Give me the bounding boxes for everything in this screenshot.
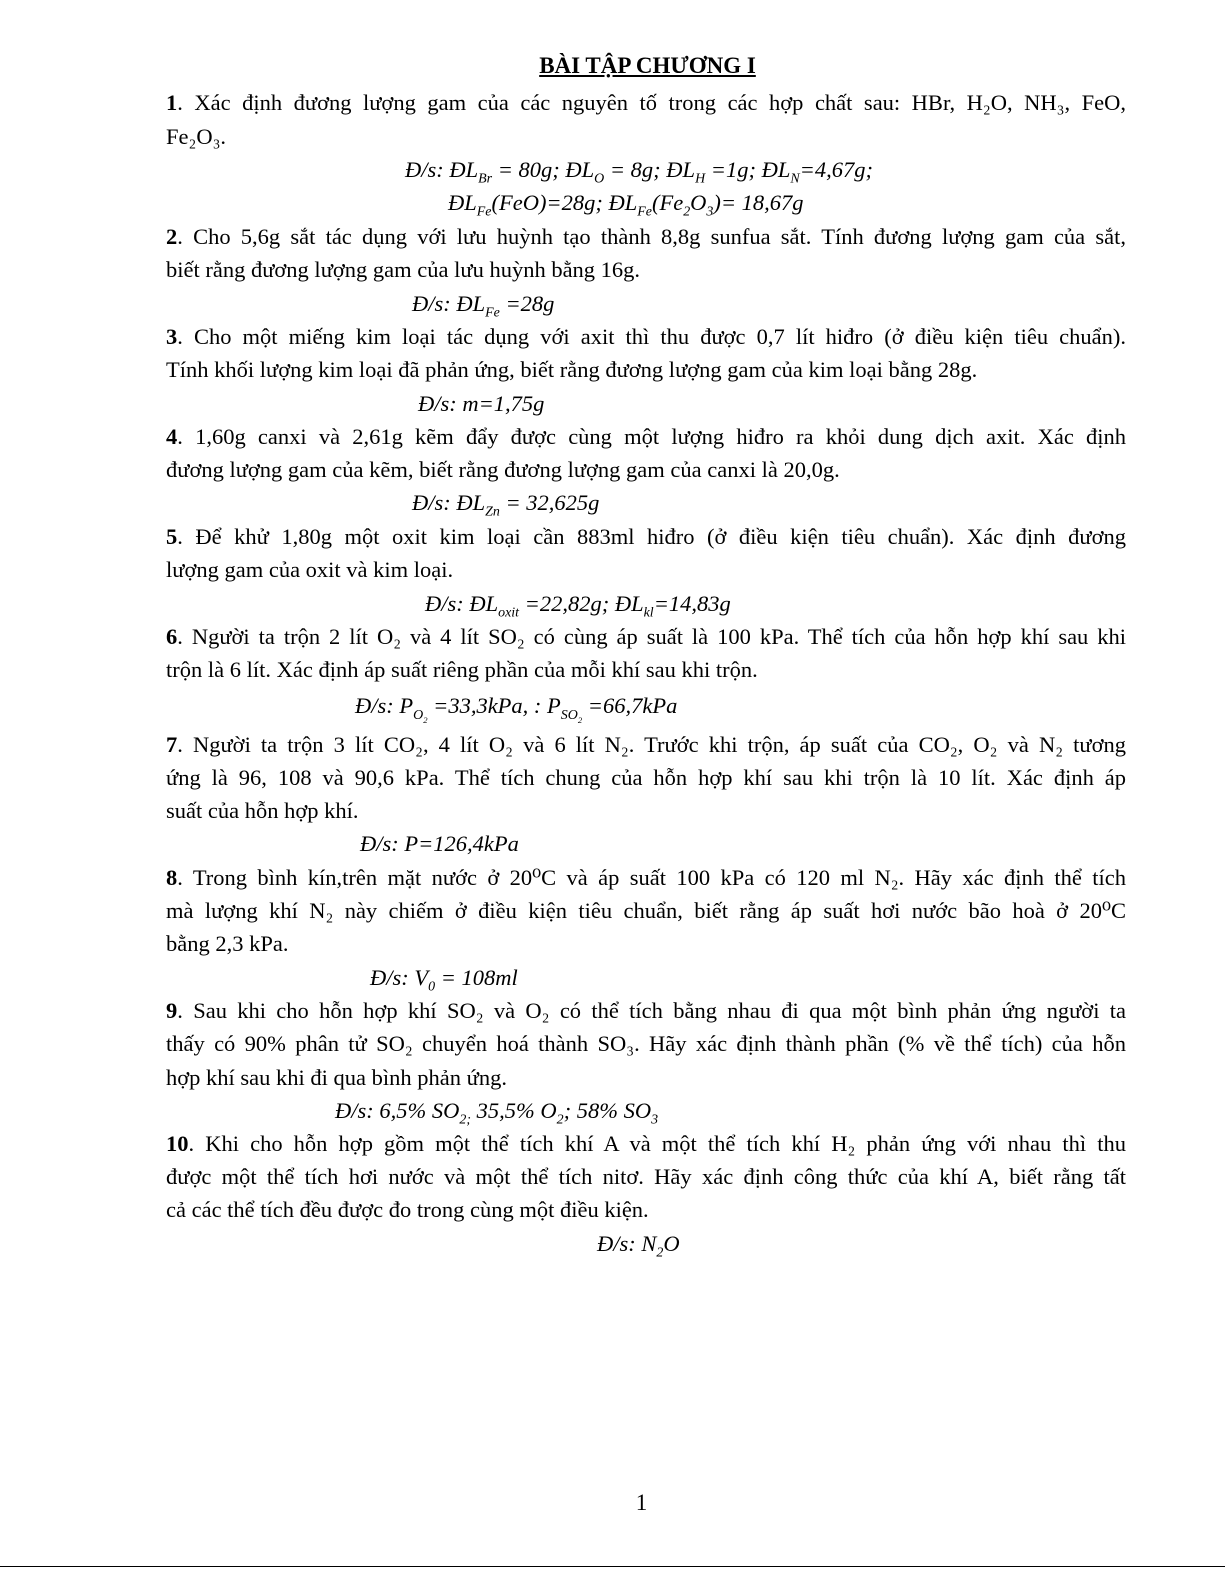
exercise-7-line-2: ứng là 96, 108 và 90,6 kPa. Thể tích chung của hỗn hợp khí sau khi trộn là 10 lít. Xác định áp [166,765,1126,790]
exercise-9-line-3: hợp khí sau khi đi qua bình phản ứng. [166,1065,507,1090]
exercise-1-answer-2: $ĐL_{Fe}(FeO)=28g$; $ĐL_{Fe}(Fe_2O_3)= 18,67g$ [448,190,804,220]
exercise-number: 4 [166,424,178,449]
exercise-8-answer: Đ/s: $V_0 = 108ml$ [370,965,518,995]
page-number: 1 [635,1490,648,1515]
footer-rule [0,1566,1225,1567]
page-title: BÀI TẬP CHƯƠNG I [539,53,756,78]
exercise-number: 10 [166,1131,189,1156]
exercise-10-line-3: cả các thể tích đều được đo trong cùng một điều kiện. [166,1197,649,1222]
exercise-3-line-2: Tính khối lượng kim loại đã phản ứng, biết rằng đương lượng gam của kim loại bằng 28g. [166,357,978,382]
exercise-8-line-2: mà lượng khí N₂ này chiếm ở điều kiện tiêu chuẩn, biết rằng áp suất hơi nước bão hoà ở 20⁰C [166,898,1126,923]
exercise-1-line-2: Fe₂O₃. [166,124,227,149]
exercise-5-answer: Đ/s: $ĐL_{oxit} =22,82g$; $ĐL_{kl}=14,83g$ [425,591,731,621]
exercise-6-answer: Đ/s: $P_{O_2} =33,3kPa$, : $P_{SO_2} =66,7kPa$ [355,693,678,725]
exercise-1-line-1: 1. Xác định đương lượng gam của các nguyên tố trong các hợp chất sau: HBr, H₂O, NH₃, FeO, [166,90,1127,115]
exercise-8-line-3: bằng 2,3 kPa. [166,931,289,956]
exercise-9-line-2: thấy có 90% phân tử SO₂ chuyển hoá thành SO₃. Hãy xác định thành phần (% về thể tích) của hỗn [166,1031,1126,1056]
exercise-10-line-1: 10. Khi cho hỗn hợp gồm một thể tích khí A và một thể tích khí H₂ phản ứng với nhau thì thu [166,1131,1126,1156]
exercise-4-line-2: đương lượng gam của kẽm, biết rằng đương lượng gam của canxi là 20,0g. [166,457,840,482]
exercise-2-line-2: biết rằng đương lượng gam của lưu huỳnh bằng 16g. [166,257,641,282]
exercise-7-line-1: 7. Người ta trộn 3 lít CO₂, 4 lít O₂ và 6 lít N₂. Trước khi trộn, áp suất của CO₂, O₂ và N₂ tương [166,732,1126,757]
exercise-7-answer: Đ/s: P=126,4kPa [360,831,519,856]
exercise-number: 1 [166,90,178,115]
exercise-6-line-2: trộn là 6 lít. Xác định áp suất riêng phần của mỗi khí sau khi trộn. [166,657,758,682]
exercise-1-answer-1: Đ/s: $ĐL_{Br} = 80g$; $ĐL_O = 8g$; $ĐL_H =1g$; $ĐL_N=4,67g$; [405,157,873,187]
exercise-8-line-1: 8. Trong bình kín,trên mặt nước ở 20⁰C và áp suất 100 kPa có 120 ml N₂. Hãy xác định thể tích [166,865,1126,890]
exercise-10-answer: Đ/s: $N_2O$ [597,1231,680,1261]
exercise-7-line-3: suất của hỗn hợp khí. [166,798,359,823]
exercise-2-line-1: 2. Cho 5,6g sắt tác dụng với lưu huỳnh tạo thành 8,8g sunfua sắt. Tính đương lượng gam của sắt, [166,224,1126,249]
exercise-number: 2 [166,224,178,249]
exercise-5-line-2: lượng gam của oxit và kim loại. [166,557,454,582]
exercise-10-line-2: được một thể tích hơi nước và một thể tích nitơ. Hãy xác định công thức của khí A, biết rằng tất [166,1164,1126,1189]
exercise-3-answer: Đ/s: m=1,75g [418,391,545,416]
exercise-9-line-1: 9. Sau khi cho hỗn hợp khí SO₂ và O₂ có thể tích bằng nhau đi qua một bình phản ứng người ta [166,998,1126,1023]
exercise-number: 7 [166,732,178,757]
exercise-number: 3 [166,324,178,349]
exercise-3-line-1: 3. Cho một miếng kim loại tác dụng với axit thì thu được 0,7 lít hiđro (ở điều kiện tiêu chuẩn). [166,324,1127,349]
exercise-6-line-1: 6. Người ta trộn 2 lít O₂ và 4 lít SO₂ có cùng áp suất là 100 kPa. Thể tích của hỗn hợp khí sau khi [166,624,1127,649]
exercise-number: 5 [166,524,178,549]
exercise-number: 9 [166,998,178,1023]
exercise-4-answer: Đ/s: $ĐL_{Zn} = 32,625g$ [412,490,600,520]
exercise-number: 8 [166,865,178,890]
exercise-9-answer: Đ/s: 6,5% $SO_{2;}$ 35,5% $O_2$; 58% $SO_3$ [335,1098,659,1128]
exercise-number: 6 [166,624,178,649]
exercise-5-line-1: 5. Để khử 1,80g một oxit kim loại cần 883ml hiđro (ở điều kiện tiêu chuẩn). Xác định đương [166,524,1126,549]
exercise-4-line-1: 4. 1,60g canxi và 2,61g kẽm đẩy được cùng một lượng hiđro ra khỏi dung dịch axit. Xác định [166,424,1127,449]
exercise-2-answer: Đ/s: $ĐL_{Fe} =28g$ [412,291,555,321]
